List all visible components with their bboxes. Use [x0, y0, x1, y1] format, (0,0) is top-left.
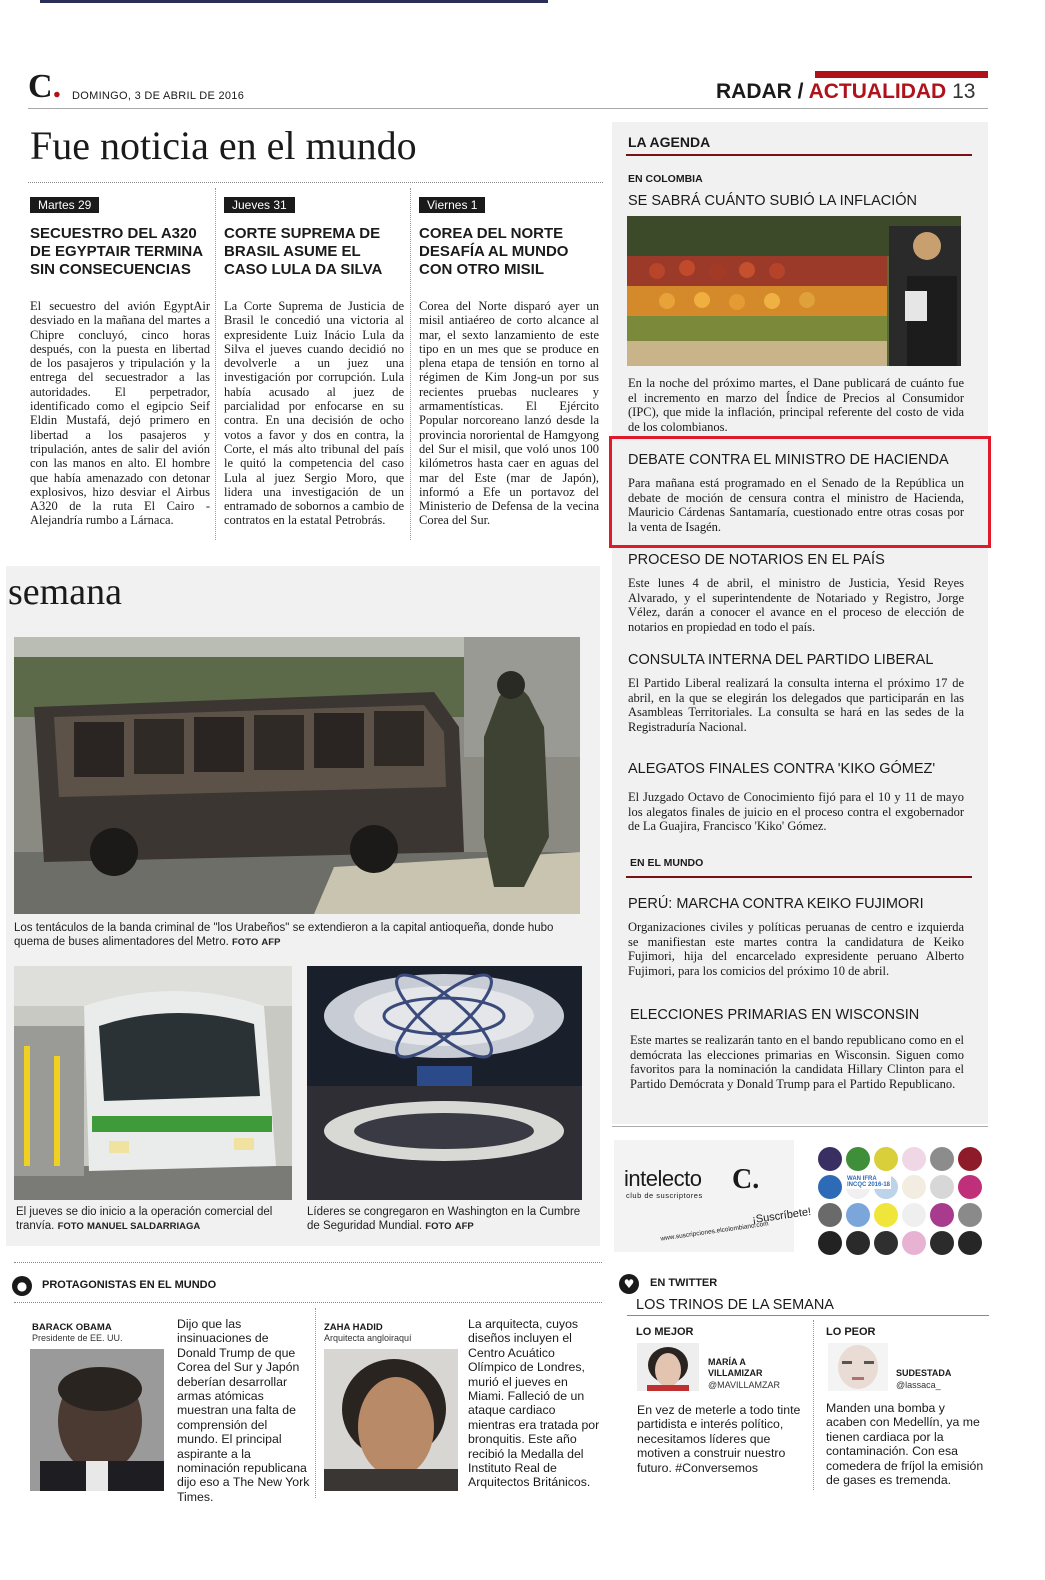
ad-dot [818, 1147, 842, 1171]
ad-dot [846, 1203, 870, 1227]
credit-label: FOTO [57, 1221, 84, 1232]
agenda-item-body: Organizaciones civiles y políticas peruanas de centro e izquierda se manifiestan este martes contra la candidatura de Keiko Fujimori, hija del encarcelado expresidente peruano Alberto Fujimori, para los comicios del próximo 10 de abril. [628, 920, 964, 978]
credit-name: MANUEL SALDARRIAGA [86, 1221, 201, 1232]
best-tweet: En vez de meterle a todo tinte partidista e interés político, necesitamos líderes que motiven a construir nuestro futuro. #Conversemos [637, 1403, 801, 1475]
section-separator: / [797, 80, 804, 103]
person-text: Dijo que las insinuaciones de Donald Trump de que Corea del Sur y Japón deberían desarrollar armas atómicas muestran una falta de comprensión del mundo. El principal aspirante a la nominación republicana dijo eso a The New York Times. [177, 1317, 310, 1504]
market-photo [627, 216, 961, 366]
tram-photo [14, 966, 292, 1200]
ad-dot [902, 1231, 926, 1255]
ad-dot-grid [816, 1145, 988, 1257]
protagonists-title: PROTAGONISTAS EN EL MUNDO [42, 1279, 217, 1291]
sudestada-avatar [828, 1343, 888, 1391]
villamizar-avatar [637, 1343, 699, 1391]
caption-text: Líderes se congregaron en Washington en la Cumbre de Seguridad Mundial. [307, 1206, 581, 1232]
person-name: BARACK OBAMA [32, 1322, 112, 1333]
person-name: ZAHA HADID [324, 1322, 383, 1333]
column-divider [215, 188, 216, 540]
ad-url[interactable]: www.suscripciones.elcolombiano.com [660, 1220, 770, 1243]
ad-dot [958, 1175, 982, 1199]
column-body: La Corte Suprema de Justicia de Brasil le concedió una victoria al expresidente Luiz Inácio Lula da Silva el jueves cuando decidió no devolverle a un juez una investigación por corrupción. Lula había acusado al juez de parcialidad por enfocarse en su contra. En una decisión de ocho votos a favor y dos en contra, la Corte, el más alto tribunal del país le quitó la competencia del caso Lula al juez Sergio Moro, que lidera una investigación de un entramado de sobornos a cambio de contratos en la estatal Petrobrás. [224, 299, 404, 528]
ad-dot [902, 1147, 926, 1171]
twitter-divider [813, 1320, 814, 1490]
title-divider [28, 182, 603, 183]
agenda-item-body: Este lunes 4 de abril, el ministro de Justicia, Yesid Reyes Alvarado, y el superintendente de Notariado y Registro, Jorge Vélez, darán a conocer el avance en el proceso de elección de notarios en propiedad en todo el país. [628, 576, 964, 634]
credit-label: FOTO [425, 1221, 452, 1232]
obama-portrait [30, 1349, 164, 1491]
best-name: MARÍA A VILLAMIZAR [708, 1357, 763, 1378]
agenda-item-headline: DEBATE CONTRA EL MINISTRO DE HACIENDA [628, 452, 949, 468]
agenda-title: LA AGENDA [628, 134, 711, 150]
ad-dot [958, 1231, 982, 1255]
news-column-1 [30, 196, 210, 528]
worst-tweet: Manden una bomba y acaben con Medellín, ya me tienen cardiaca por la contaminación. Con esa comedera de fríjol la emisión de gases es tremenda. [826, 1401, 984, 1488]
ad-dot [874, 1147, 898, 1171]
ad-dot [818, 1175, 842, 1199]
column-body: Corea del Norte disparó ayer un misil antiaéreo de corto alcance al mar, el sexto lanzamiento de este tipo en un mes que se produce en plena etapa de tensión en torno al régimen de Kim Jong-un por sus recientes pruebas nucleares y armamentísticas. El Ejército Popular norcoreano lanzó desde la provincia nororiental de Hamgyong del Sur el misil, que voló unos 100 kilómetros hasta caer en aguas del mar del Este (mar de Japón), informó a Efe un portavoz del Ministerio de Defensa de la vecina Corea del Sur. [419, 299, 599, 528]
semana-title: semana [8, 571, 122, 613]
ad-logo: C. [732, 1164, 760, 1195]
tram-caption [16, 1205, 292, 1234]
ad-badge [846, 1175, 891, 1189]
twitter-title: LOS TRINOS DE LA SEMANA [636, 1297, 834, 1313]
ad-dot [874, 1203, 898, 1227]
worst-handle: @lassaca_ [896, 1380, 941, 1390]
top-rule [40, 0, 548, 3]
summit-caption [307, 1205, 582, 1234]
twitter-rule [627, 1315, 989, 1316]
twitter-icon: ♥ [619, 1274, 639, 1294]
best-handle: @MAVILLAMZAR [708, 1380, 780, 1390]
person-icon: ● [12, 1276, 32, 1296]
day-tag: Viernes 1 [419, 197, 485, 213]
ad-dot [818, 1203, 842, 1227]
subsection-name: ACTUALIDAD [808, 80, 947, 103]
news-column-3 [419, 196, 599, 528]
ad-dot [930, 1231, 954, 1255]
ad-dot [958, 1203, 982, 1227]
worst-label: LO PEOR [826, 1326, 876, 1338]
ad-tagline: club de suscriptores [626, 1191, 703, 1200]
agenda-item-headline: SE SABRÁ CUÁNTO SUBIÓ LA INFLACIÓN [628, 193, 918, 209]
ad-top-rule [612, 1126, 988, 1127]
section-bar [815, 71, 988, 78]
section-rule [28, 108, 988, 109]
column-headline: COREA DEL NORTE DESAFÍA AL MUNDO CON OTRO MISIL [419, 225, 569, 278]
agenda-item-headline: ALEGATOS FINALES CONTRA 'KIKO GÓMEZ' [628, 761, 936, 777]
best-label: LO MEJOR [636, 1326, 694, 1338]
section-name: RADAR [716, 80, 792, 103]
protagonists-rule [14, 1302, 602, 1303]
burned-bus-photo [14, 637, 580, 914]
day-tag: Jueves 31 [224, 197, 295, 213]
colombia-kicker: EN COLOMBIA [628, 173, 703, 185]
ad-dot [846, 1231, 870, 1255]
worst-name: SUDESTADA [896, 1368, 952, 1378]
column-headline: SECUESTRO DEL A320 DE EGYPTAIR TERMINA SIN CONSECUENCIAS [30, 225, 203, 278]
ad-dot [818, 1231, 842, 1255]
world-kicker: EN EL MUNDO [630, 857, 704, 869]
agenda-item-headline: PERÚ: MARCHA CONTRA KEIKO FUJIMORI [628, 896, 924, 912]
agenda-item-headline: PROCESO DE NOTARIOS EN EL PAÍS [628, 552, 885, 568]
summit-photo [307, 966, 582, 1200]
ad-cta[interactable]: ¡Suscríbete! [751, 1205, 812, 1227]
column-divider [410, 188, 411, 540]
badge-line: WAN IFRA [847, 1176, 877, 1182]
agenda-item-body: En la noche del próximo martes, el Dane publicará de cuánto fue el incremento en marzo del Índice de Precios al Consumidor (IPC), que mide la inflación, principal referente del costo de vida de los colombianos. [628, 376, 964, 434]
credit-name: AFP [454, 1221, 474, 1232]
agenda-item-headline: CONSULTA INTERNA DEL PARTIDO LIBERAL [628, 652, 934, 668]
ad-dot [902, 1175, 926, 1199]
person-role: Presidente de EE. UU. [32, 1333, 123, 1343]
ad-dot [958, 1147, 982, 1171]
badge-line: INCQC 2016-18 [847, 1182, 891, 1188]
caption-text: Los tentáculos de la banda criminal de "los Urabeños" se extendieron a la capital antioqueña, donde hubo quema de buses alimentadores del Metro. [14, 922, 554, 948]
caption-text: El jueves se dio inicio a la operación comercial del tranvía. [16, 1206, 273, 1232]
news-column-2 [224, 196, 404, 528]
agenda-rule [626, 154, 972, 156]
agenda-item-body: El Juzgado Octavo de Conocimiento fijó para el 10 y 11 de mayo los alegatos finales de juicio en el proceso contra el exgobernador de La Guajira, Francisco 'Kiko' Gómez. [628, 790, 964, 833]
credit-label: FOTO [232, 937, 259, 948]
agenda-item-body: Para mañana está programado en el Senado de la República un debate de moción de censura contra el ministro de Hacienda, Mauricio Cárdenas Santamaría, cuestionado entre otras cosas por la venta de Isagén. [628, 476, 964, 534]
ad-brand: intelecto [624, 1166, 702, 1191]
dateline: DOMINGO, 3 DE ABRIL DE 2016 [72, 90, 245, 102]
day-tag: Martes 29 [30, 197, 99, 213]
twitter-kicker: EN TWITTER [650, 1277, 718, 1289]
ad-dot [930, 1147, 954, 1171]
ad-dot [846, 1147, 870, 1171]
column-body: El secuestro del avión EgyptAir desviado en la mañana del martes a Chipre concluyó, cinco horas después, con la puesta en libertad de los pasajeros y tripulación y la entrega del secuestrador a las autoridades. El perpetrador, identificado como el egipcio Seif Eldin Mustafá, dejó primero en libertad a los pasajeros y tripulación, antes de salir del avión con las manos en alto. El hombre que había amenazado con detonar explosivos, hizo desviar el Airbus A320 de la ruta El Cairo - Alejandría rumbo a Lárnaca. [30, 299, 210, 528]
ad-dot [874, 1231, 898, 1255]
page-number: 13 [952, 80, 976, 103]
protagonist-divider [315, 1308, 316, 1498]
person-text: La arquitecta, cuyos diseños incluyen el Centro Acuático Olímpico de Londres, murió el jueves en Miami. Falleció de un ataque cardiaco mientras era tratada por bronquitis. Este año recibió la Medalla del Instituto Real de Arquitectos Británicos. [468, 1317, 600, 1490]
person-role: Arquitecta angloiraquí [324, 1333, 412, 1343]
bottom-divider [14, 1262, 602, 1263]
ad-dot [930, 1175, 954, 1199]
ad-dot [902, 1203, 926, 1227]
main-photo-caption [14, 921, 580, 950]
hadid-portrait [324, 1349, 458, 1491]
agenda-item-body: El Partido Liberal realizará la consulta interna el próximo 17 de abril, en la que se elegirán los delegados que participarán en las Asambleas Territoriales. La consulta se hará en las sedes de la Registraduría Nacional. [628, 676, 964, 734]
agenda-item-body: Este martes se realizarán tanto en el bando republicano como en el demócrata las elecciones primarias en Wisconsin. Siguen como favoritos para la nominación la candidata Hillary Clinton para el Partido Demócrata y Donald Trump para el Partido Republicano. [630, 1033, 964, 1091]
world-rule [626, 876, 972, 878]
newspaper-logo: C. [28, 68, 62, 105]
ad-dot [930, 1203, 954, 1227]
page-title: Fue noticia en el mundo [30, 123, 417, 168]
section-header [716, 80, 975, 104]
agenda-item-headline: ELECCIONES PRIMARIAS EN WISCONSIN [630, 1007, 920, 1023]
credit-name: AFP [261, 937, 281, 948]
column-headline: CORTE SUPREMA DE BRASIL ASUME EL CASO LULA DA SILVA [224, 225, 383, 278]
